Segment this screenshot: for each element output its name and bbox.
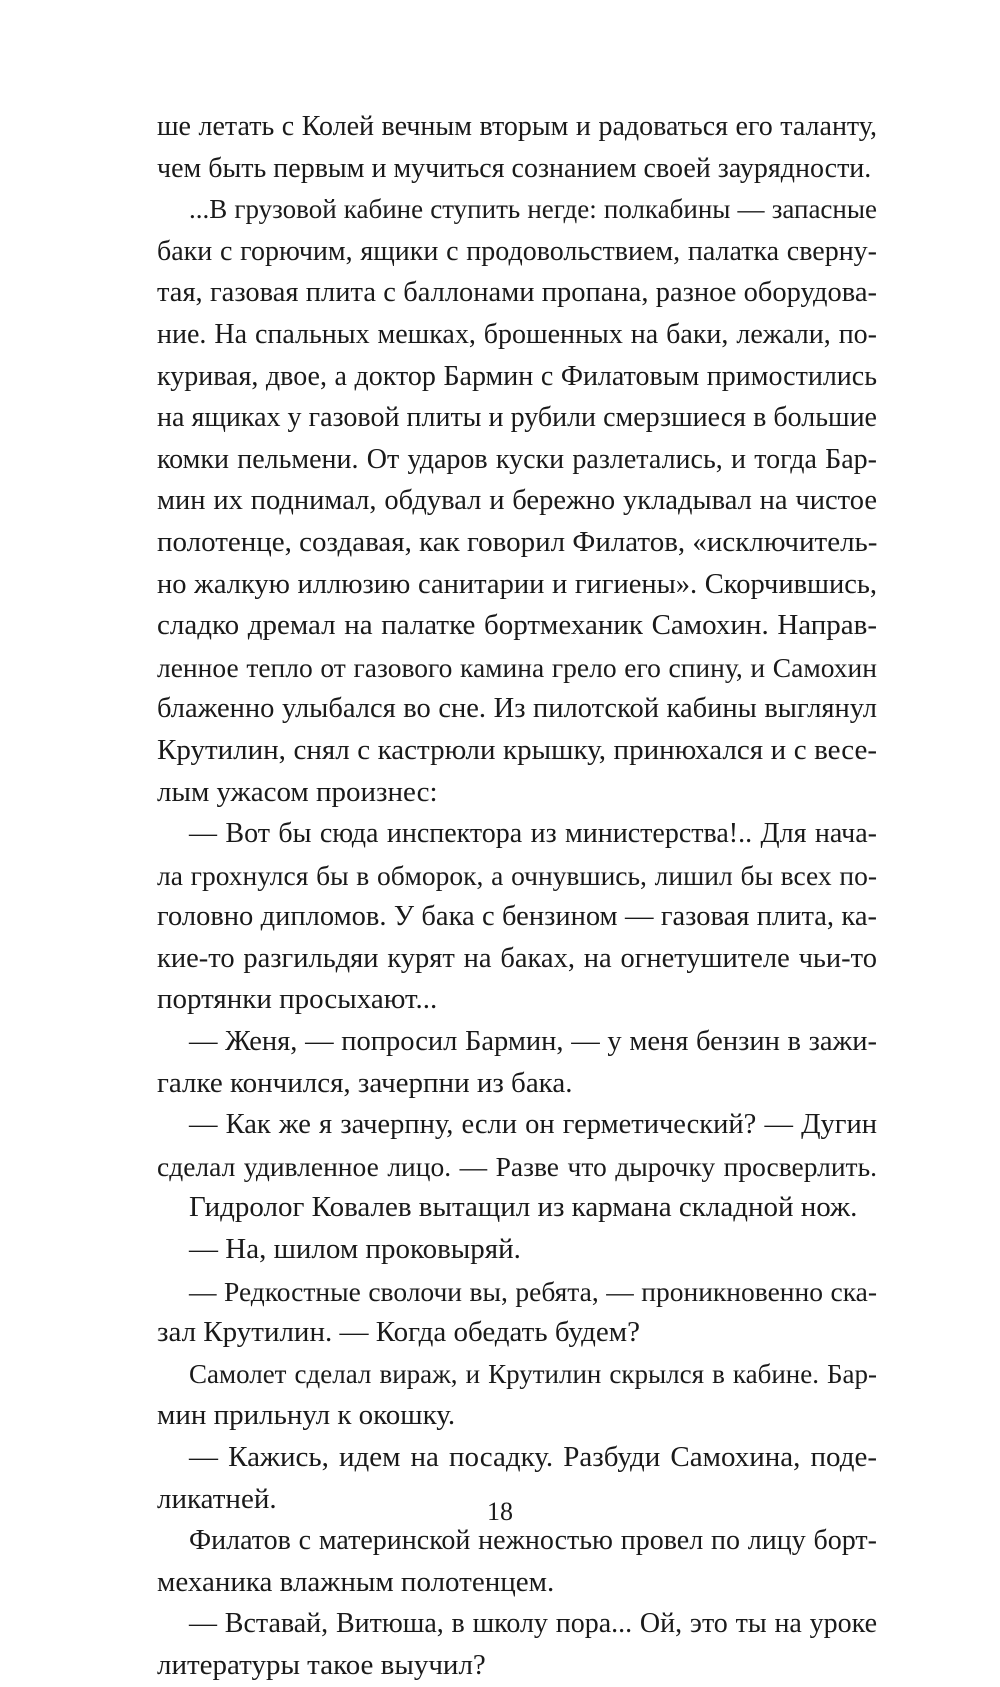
text-line: ние. На спальных мешках, брошенных на баки, лежали, по- <box>157 318 877 350</box>
text-line: куривая, двое, а доктор Бармин с Филатовым примостились <box>157 360 877 392</box>
text-line: но жалкую иллюзию санитарии и гигиены». Скорчившись, <box>157 568 877 600</box>
text-line: головно дипломов. У бака с бензином — газовая плита, ка- <box>157 901 877 933</box>
text-line: сделал удивленное лицо. — Разве что дырочку просверлить. <box>157 1150 877 1182</box>
text-line: портянки просыхают... <box>157 983 438 1016</box>
text-line: ликатней. <box>157 1482 277 1515</box>
body-text <box>157 106 877 1687</box>
text-line: баки с горючим, ящики с продовольствием, палатка сверну- <box>157 235 877 267</box>
text-line: ...В грузовой кабине ступить негде: полкабины — запасные <box>189 194 877 225</box>
text-line: — Женя, — попросил Бармин, — у меня бензин в зажи- <box>189 1026 877 1058</box>
text-line: литературы такое выучил? <box>157 1648 486 1681</box>
page-number: 18 <box>487 1497 513 1526</box>
text-line: мин прильнул к окошку. <box>157 1399 456 1432</box>
text-line: Крутилин, снял с кастрюли крышку, принюхался и с весе- <box>157 733 877 766</box>
text-line: ше летать с Колей вечным вторым и радоваться его таланту, <box>157 111 877 142</box>
text-line: — Кажись, идем на посадку. Разбуди Самохина, поде- <box>189 1441 877 1473</box>
text-line: блаженно улыбался во сне. Из пилотской кабины выглянул <box>157 693 877 725</box>
text-line: — Как же я зачерпну, если он герметический? — Дугин <box>189 1109 877 1141</box>
text-line: Гидролог Ковалев вытащил из кармана складной нож. <box>189 1191 858 1224</box>
text-line: — Вставай, Витюша, в школу пора... Ой, это ты на уроке <box>189 1608 877 1640</box>
text-line: на ящиках у газовой плиты и рубили смерзшиеся в большие <box>157 402 877 434</box>
text-line: механика влажным полотенцем. <box>157 1565 555 1598</box>
text-line: — Редкостные сволочи вы, ребята, — проникновенно ска- <box>189 1275 877 1307</box>
text-line: чем быть первым и мучиться сознанием своей заурядности. <box>157 152 872 184</box>
text-line: Самолет сделал вираж, и Крутилин скрылся в кабине. Бар- <box>189 1358 877 1389</box>
text-line: галке кончился, зачерпни из бака. <box>157 1066 573 1099</box>
text-line: мин их поднимал, обдувал и бережно укладывал на чистое <box>157 485 877 517</box>
text-line: лым ужасом произнес: <box>157 775 438 808</box>
text-line: сладко дремал на палатке бортмеханик Самохин. Направ- <box>157 609 877 642</box>
text-line: — Вот бы сюда инспектора из министерства!.. Для нача- <box>189 818 877 850</box>
text-line: полотенце, создавая, как говорил Филатов, «исключитель- <box>157 525 878 558</box>
text-line: — На, шилом проковыряй. <box>189 1233 521 1266</box>
text-line: ла грохнулся бы в обморок, а очнувшись, лишил бы всех по- <box>157 859 877 891</box>
text-line: Филатов с материнской нежностью провел по лицу борт- <box>189 1525 877 1557</box>
text-line: зал Крутилин. — Когда обедать будем? <box>157 1316 641 1349</box>
text-line: тая, газовая плита с баллонами пропана, разное оборудова- <box>157 277 877 309</box>
text-line: ленное тепло от газового камина грело его спину, и Самохин <box>157 651 877 683</box>
text-line: комки пельмени. От ударов куски разлетались, и тогда Бар- <box>157 443 877 475</box>
text-line: кие-то разгильдяи курят на баках, на огнетушителе чьи-то <box>157 942 877 974</box>
